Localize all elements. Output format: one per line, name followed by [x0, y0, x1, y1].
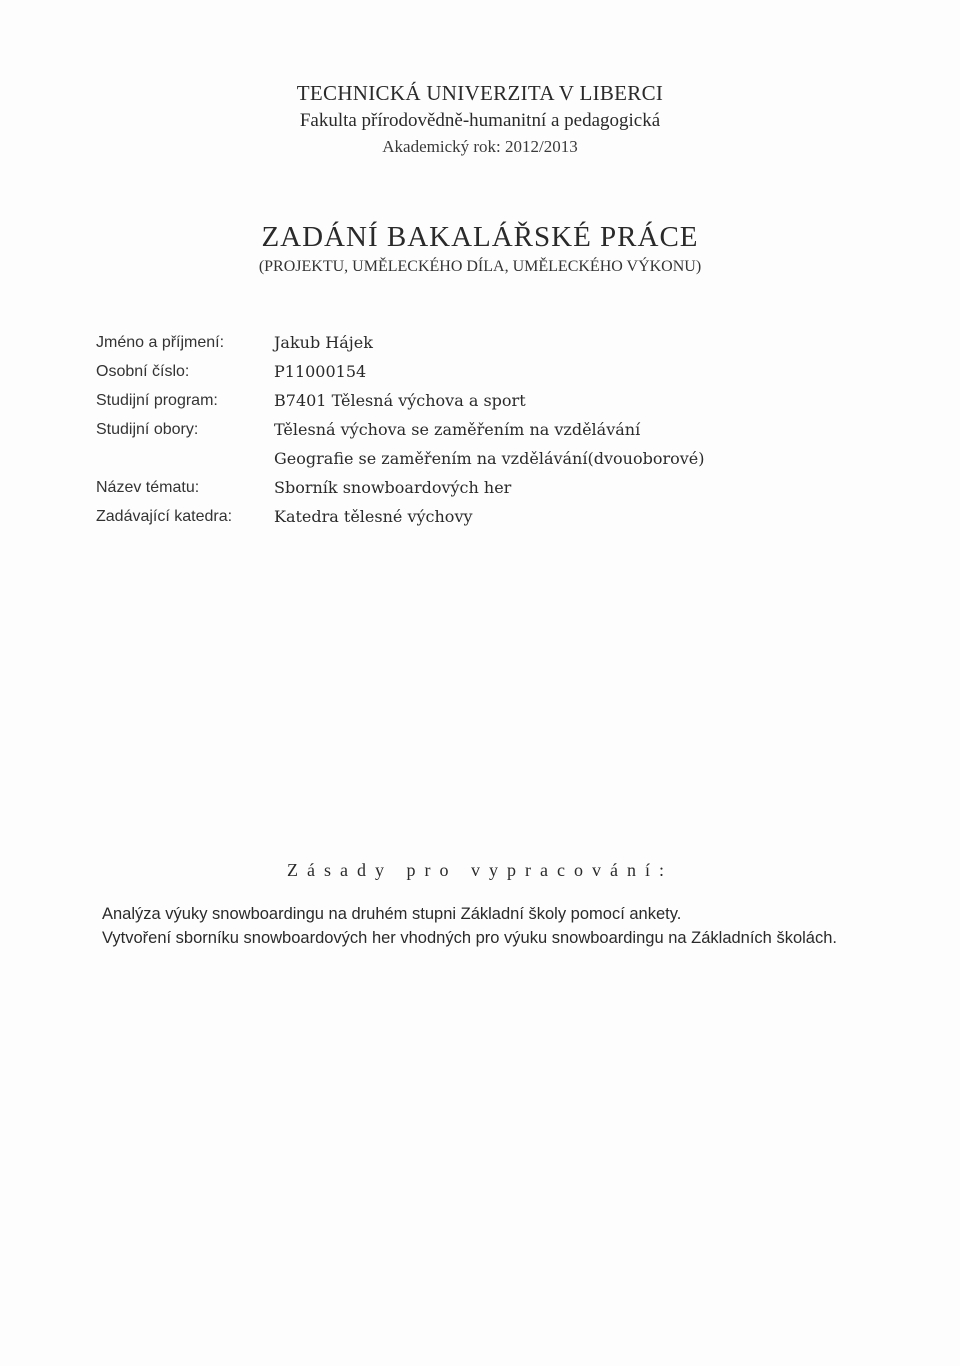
document-header	[0, 78, 960, 160]
department-label: Zadávající katedra:	[96, 507, 233, 525]
topic-label: Název tématu:	[96, 478, 200, 496]
info-row-topic	[96, 473, 896, 502]
program-label: Studijní program:	[96, 391, 218, 409]
principles-text	[102, 902, 882, 950]
fields-label: Studijní obory:	[96, 420, 199, 438]
document-title: ZADÁNÍ BAKALÁŘSKÉ PRÁCE	[261, 221, 699, 253]
fields-label-empty	[96, 444, 274, 473]
id-label: Osobní číslo:	[96, 362, 190, 380]
name-value: Jakub Hájek	[274, 333, 373, 352]
info-row-fields-2	[96, 444, 896, 473]
university-name: TECHNICKÁ UNIVERZITA V LIBERCI	[296, 81, 664, 105]
name-label: Jméno a příjmení:	[96, 333, 225, 351]
faculty-name: Fakulta přírodovědně-humanitní a pedagogická	[299, 110, 661, 131]
document-subtitle: (PROJEKTU, UMĚLECKÉHO DÍLA, UMĚLECKÉHO VÝKONU)	[258, 258, 702, 275]
principles-heading: Zásady pro vypracování:	[287, 860, 673, 880]
field-2-value: Geografie se zaměřením na vzdělávání(dvouoborové)	[274, 449, 705, 468]
academic-year: Akademický rok: 2012/2013	[382, 137, 578, 156]
principles-line-1: Analýza výuky snowboardingu na druhém stupni Základní školy pomocí ankety.	[102, 905, 682, 923]
student-info-table	[96, 328, 896, 531]
info-row-id	[96, 357, 896, 386]
info-row-program	[96, 386, 896, 415]
program-value: B7401 Tělesná výchova a sport	[274, 391, 526, 410]
department-value: Katedra tělesné výchovy	[274, 507, 473, 526]
document-title-block	[0, 218, 960, 278]
field-1-value: Tělesná výchova se zaměřením na vzdělávání	[274, 420, 641, 439]
principles-line-2: Vytvoření sborníku snowboardových her vhodných pro výuku snowboardingu na Základních školách.	[102, 929, 837, 947]
info-row-department	[96, 502, 896, 531]
info-row-name	[96, 328, 896, 357]
topic-value: Sborník snowboardových her	[274, 478, 512, 497]
id-value: P11000154	[274, 362, 367, 381]
info-row-fields	[96, 415, 896, 444]
